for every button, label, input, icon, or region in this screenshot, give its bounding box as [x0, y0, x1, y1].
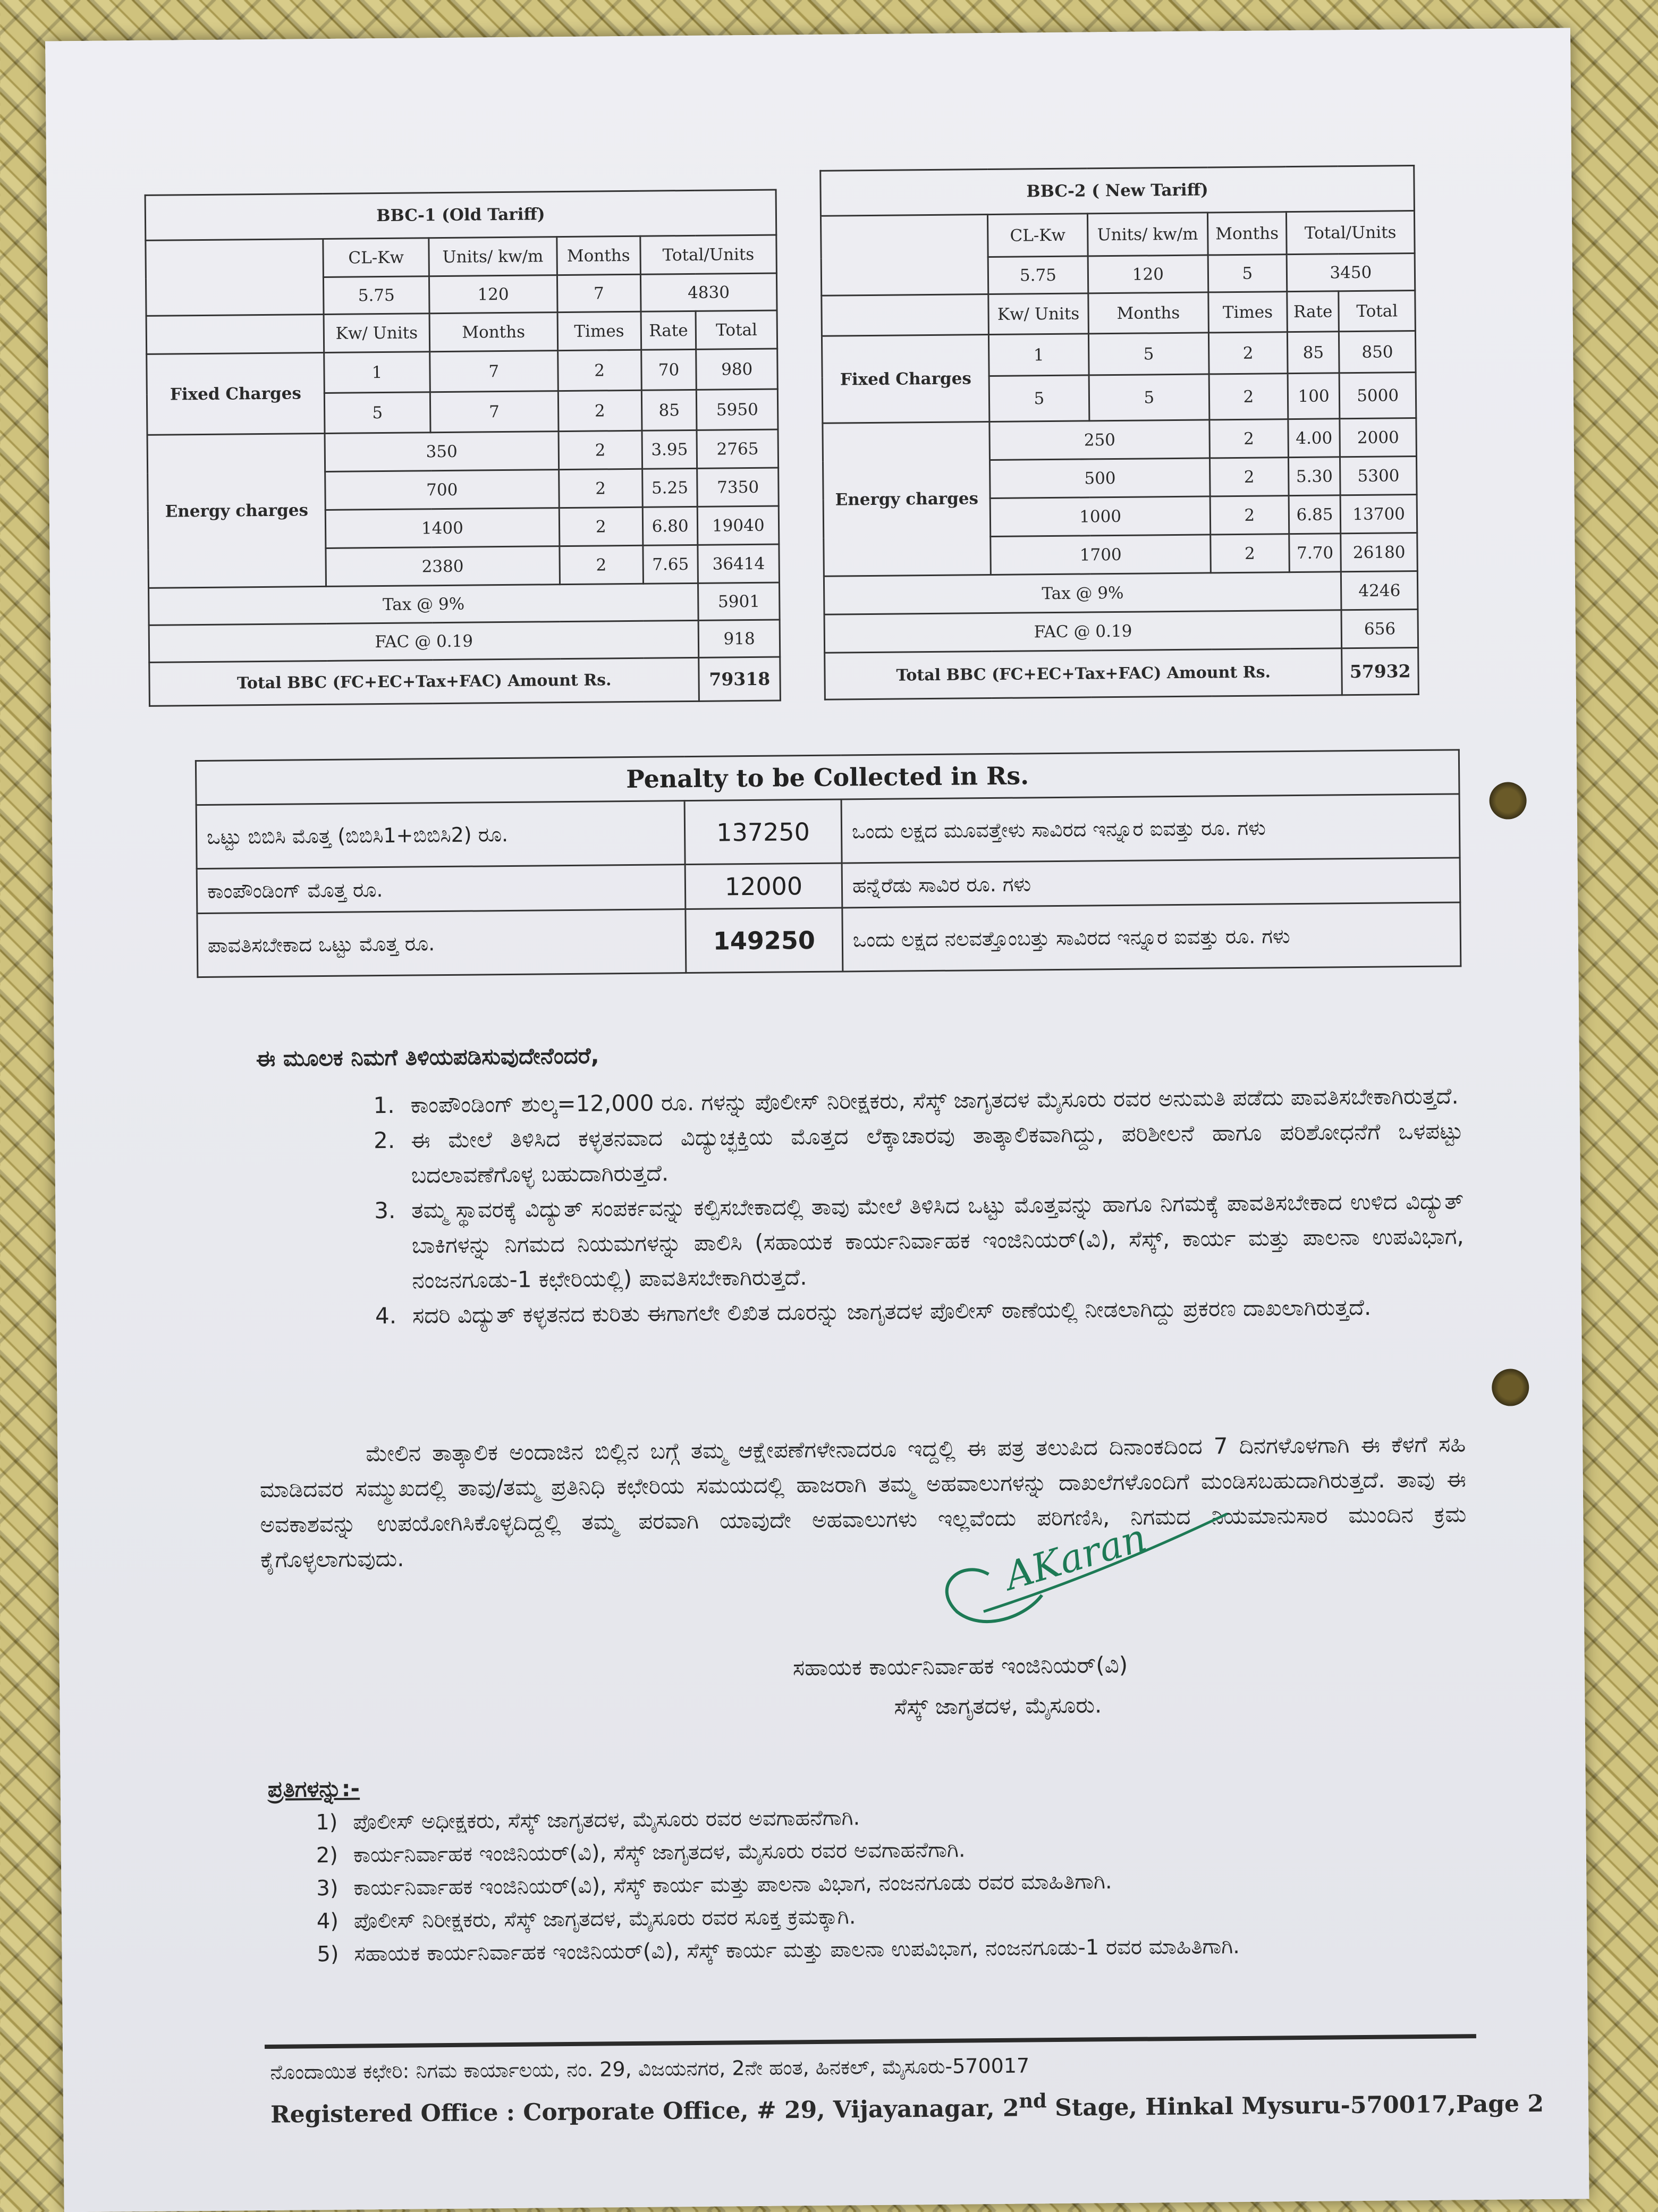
table-cell: 5 [1208, 255, 1287, 292]
table-cell: 350 [325, 432, 559, 472]
table-cell: 2 [1209, 458, 1288, 496]
table-cell: 2 [558, 390, 642, 431]
table-cell: 3450 [1287, 254, 1415, 292]
bbc2-table [819, 165, 1419, 700]
bbc2-title: BBC-2 ( New Tariff) [820, 166, 1415, 216]
table-cell: 2 [1210, 496, 1289, 535]
list-item: 2) ಕಾರ್ಯನಿರ್ವಾಹಕ ಇಂಜಿನಿಯರ್(ವಿ), ಸೆಸ್ಕ್ ಜಾಗೃತದಳ, ಮೈಸೂರು ರವರ ಅವಗಾಹನೆಗಾಗಿ. [316, 1837, 966, 1868]
list-item: 1. ಕಾಂಪೌಂಡಿಂಗ್ ಶುಲ್ಕ=12,000 ರೂ. ಗಳನ್ನು ಪೊಲೀಸ್ ನಿರೀಕ್ಷಕರು, ಸೆಸ್ಕ್ ಜಾಗೃತದಳ ಮೈಸೂರು ರವರ ಅನುಮತಿ ಪಡೆದು ಪಾವತಿಸಬೇಕಾಗಿರುತ್ತದೆ. [373, 1083, 1459, 1119]
table-cell: 120 [1088, 255, 1208, 293]
footer-english: Registered Office : Corporate Office, # 29, Vijayanagar, 2nd Stage, Hinkal Mysuru-570017,Page 2 [270, 2089, 1544, 2129]
table-cell: 7.70 [1289, 534, 1341, 572]
table-cell: 120 [429, 275, 557, 314]
list-item: 2. ಈ ಮೇಲೆ ತಿಳಿಸಿದ ಕಳ್ಳತನವಾದ ವಿದ್ಯುಚ್ಛಕ್ತಿಯ ಮೊತ್ತದ ಲೆಕ್ಕಾಚಾರವು ತಾತ್ಕಾಲಿಕವಾಗಿದ್ದು, ಪರಿಶೀಲನೆ ಹಾಗೂ ಪರಿಶೋಧನೆಗೆ ಒಳಪಟ್ಟು ಬದಲಾವಣೆಗೊಳ್ಳ ಬಹುದಾಗಿರುತ್ತದೆ. [373, 1118, 1464, 1188]
table-cell: 250 [989, 420, 1209, 460]
column-header: Months [556, 236, 640, 275]
table-cell: 5.30 [1288, 457, 1340, 496]
table-cell: 1000 [990, 496, 1210, 537]
table-cell: 850 [1339, 331, 1416, 373]
penalty-row-label: ಕಾಂಪೌಂಡಿಂಗ್ ಮೊತ್ತ ರೂ. [197, 865, 686, 914]
fac-label: FAC @ 0.19 [824, 610, 1342, 653]
column-header: CL-Kw [323, 238, 429, 277]
table-cell: 2 [557, 350, 641, 391]
column-header: Kw/ Units [988, 293, 1088, 335]
signature-text: AKaran [1000, 1515, 1152, 1599]
table-cell: 500 [990, 458, 1210, 499]
column-header: Total/Units [1286, 211, 1415, 255]
list-item: 1) ಪೊಲೀಸ್ ಅಧೀಕ್ಷಕರು, ಸೆಸ್ಕ್ ಜಾಗೃತದಳ, ಮೈಸೂರು ರವರ ಅವಗಾಹನೆಗಾಗಿ. [316, 1805, 860, 1835]
penalty-row-words: ಒಂದು ಲಕ್ಷದ ನಲವತ್ತೊಂಬತ್ತು ಸಾವಿರದ ಇನ್ನೂರ ಐವತ್ತು ರೂ. ಗಳು [842, 902, 1461, 972]
column-header: Times [1208, 292, 1287, 333]
penalty-row-amount: 137250 [684, 799, 842, 865]
table-cell: 7 [430, 391, 558, 433]
energy-charges-label: Energy charges [823, 422, 991, 577]
table-cell: 2 [1209, 419, 1288, 458]
table-cell: 5.75 [988, 256, 1088, 294]
fixed-charges-label: Fixed Charges [147, 352, 325, 435]
tax-label: Tax @ 9% [824, 572, 1341, 614]
table-cell: 4.00 [1288, 419, 1340, 458]
table-cell: 700 [325, 470, 559, 510]
table-cell: 3.95 [642, 430, 697, 469]
fac-value: 656 [1341, 610, 1418, 648]
footer-rule [265, 2034, 1476, 2049]
bbc1-table [145, 189, 781, 707]
table-cell: 5.25 [642, 468, 697, 507]
column-header: CL-Kw [988, 214, 1088, 257]
list-item: 3. ತಮ್ಮ ಸ್ಥಾವರಕ್ಕೆ ವಿದ್ಯುತ್ ಸಂಪರ್ಕವನ್ನು ಕಲ್ಪಿಸಬೇಕಾದಲ್ಲಿ ತಾವು ಮೇಲೆ ತಿಳಿಸಿದ ಒಟ್ಟು ಮೊತ್ತವನ್ನು ಹಾಗೂ ನಿಗಮಕ್ಕೆ ಪಾವತಿಸಬೇಕಾದ ಉಳಿದ ವಿದ್ಯುತ್ ಬಾಕಿಗಳನ್ನು ನಿಗಮದ ನಿಯಮಗಳನ್ನು ಪಾಲಿಸಿ (ಸಹಾಯಕ ಕಾರ್ಯನಿರ್ವಾಹಕ ಇಂಜಿನಿಯರ್(ವಿ), ಸೆಸ್ಕ್, ಕಾರ್ಯ ಮತ್ತು ಪಾಲನಾ ಉಪವಿಭಾಗ, ನಂಜನಗೂಡು-1 ಕಛೇರಿಯಲ್ಲಿ) ಪಾವತಿಸಬೇಕಾಗಿರುತ್ತದೆ. [374, 1188, 1464, 1294]
signatory-office: ಸೆಸ್ಕ್ ಜಾಗೃತದಳ, ಮೈಸೂರು. [894, 1692, 1102, 1720]
table-cell: 1400 [325, 508, 559, 548]
tax-value: 4246 [1341, 571, 1418, 610]
signatory-designation: ಸಹಾಯಕ ಕಾರ್ಯನಿರ್ವಾಹಕ ಇಂಜಿನಿಯರ್(ವಿ) [792, 1651, 1128, 1681]
table-cell: 2000 [1340, 418, 1416, 457]
table-cell: 5.75 [324, 276, 430, 315]
list-item: 5) ಸಹಾಯಕ ಕಾರ್ಯನಿರ್ವಾಹಕ ಇಂಜಿನಿಯರ್(ವಿ), ಸೆಸ್ಕ್ ಕಾರ್ಯ ಮತ್ತು ಪಾಲನಾ ಉಪವಿಭಾಗ, ನಂಜನಗೂಡು-1 ರವರ ಮಾಹಿತಿಗಾಗಿ. [317, 1934, 1240, 1967]
table-cell: 1700 [991, 535, 1211, 575]
list-item: 4. ಸದರಿ ವಿದ್ಯುತ್ ಕಳ್ಳತನದ ಕುರಿತು ಈಗಾಗಲೇ ಲಿಖಿತ ದೂರನ್ನು ಜಾಗೃತದಳ ಪೊಲೀಸ್ ಠಾಣೆಯಲ್ಲಿ ನೀಡಲಾಗಿದ್ದು ಪ್ರಕರಣ ದಾಖಲಾಗಿರುತ್ತದೆ. [375, 1294, 1372, 1329]
notice-paragraph: ಮೇಲಿನ ತಾತ್ಕಾಲಿಕ ಅಂದಾಜಿನ ಬಿಲ್ಲಿನ ಬಗ್ಗೆ ತಮ್ಮ ಆಕ್ಷೇಪಣೆಗಳೇನಾದರೂ ಇದ್ದಲ್ಲಿ ಈ ಪತ್ರ ತಲುಪಿದ ದಿನಾಂಕದಿಂದ 7 ದಿನಗಳೊಳಗಾಗಿ ಈ ಕೆಳಗೆ ಸಹಿ ಮಾಡಿದವರ ಸಮ್ಮುಖದಲ್ಲಿ ತಾವು/ತಮ್ಮ ಪ್ರತಿನಿಧಿ ಕಛೇರಿಯ ಸಮಯದಲ್ಲಿ ಹಾಜರಾಗಿ ತಮ್ಮ ಅಹವಾಲುಗಳನ್ನು ದಾಖಲೆಗಳೊಂದಿಗೆ ಮಂಡಿಸಬಹುದಾಗಿರುತ್ತದೆ. ತಾವು ಈ ಅವಕಾಶವನ್ನು ಉಪಯೋಗಿಸಿಕೊಳ್ಳದಿದ್ದಲ್ಲಿ ತಮ್ಮ ಪರವಾಗಿ ಯಾವುದೇ ಅಹವಾಲುಗಳು ಇಲ್ಲವೆಂದು ಪರಿಗಣಿಸಿ, ನಿಗಮದ ನಿಯಮಾನುಸಾರ ಮುಂದಿನ ಕ್ರಮ ಕೈಗೊಳ್ಳಲಾಗುವುದು. [259, 1431, 1467, 1573]
table-cell: 13700 [1341, 495, 1417, 534]
column-header: Kw/ Units [324, 314, 430, 353]
table-cell: 19040 [698, 506, 779, 545]
signature-scrawl [908, 1508, 1255, 1650]
tax-label: Tax @ 9% [149, 583, 699, 625]
table-cell: 7.65 [643, 545, 698, 584]
table-cell: 2 [560, 545, 644, 584]
table-cell: 4830 [640, 273, 777, 311]
table-cell: 2380 [326, 546, 560, 587]
list-item: 3) ಕಾರ್ಯನಿರ್ವಾಹಕ ಇಂಜಿನಿಯರ್(ವಿ), ಸೆಸ್ಕ್ ಕಾರ್ಯ ಮತ್ತು ಪಾಲನಾ ವಿಭಾಗ, ನಂಜನಗೂಡು ರವರ ಮಾಹಿತಿಗಾಗಿ. [316, 1869, 1112, 1901]
column-header: Months [1207, 212, 1286, 255]
table-cell: 26180 [1341, 533, 1417, 572]
column-header: Months [429, 313, 557, 352]
bbc1-title: BBC-1 (Old Tariff) [145, 190, 776, 240]
column-header: Units/ kw/m [1087, 213, 1208, 256]
table-cell: 1 [324, 352, 430, 393]
column-header: Total/Units [640, 235, 776, 274]
document-page [45, 28, 1589, 2212]
fac-value: 918 [699, 620, 780, 657]
column-header: Times [557, 311, 641, 350]
table-cell: 2 [1208, 332, 1287, 374]
penalty-row-words: ಒಂದು ಲಕ್ಷದ ಮೂವತ್ತೇಳು ಸಾವಿರದ ಇನ್ನೂರ ಐವತ್ತು ರೂ. ಗಳು [841, 794, 1460, 863]
penalty-row-amount: 149250 [686, 908, 843, 973]
energy-charges-label: Energy charges [147, 433, 326, 588]
table-cell: 5950 [697, 389, 778, 430]
tax-value: 5901 [698, 582, 780, 620]
penalty-table [195, 749, 1461, 978]
penalty-row-amount: 12000 [685, 863, 842, 909]
table-cell: 7 [430, 351, 558, 392]
table-cell: 6.85 [1289, 495, 1341, 534]
column-header: Units/ kw/m [429, 237, 557, 276]
table-cell: 5 [989, 375, 1089, 422]
table-cell: 2 [559, 469, 642, 508]
table-cell: 5 [1089, 374, 1209, 421]
column-header: Rate [641, 311, 696, 350]
table-cell: 70 [641, 349, 696, 390]
table-cell: 85 [641, 390, 697, 430]
notice-list [352, 1078, 1465, 1333]
table-cell: 2765 [697, 429, 778, 468]
punch-hole [1489, 782, 1527, 820]
penalty-title: Penalty to be Collected in Rs. [196, 750, 1459, 805]
table-cell: 5300 [1340, 457, 1417, 495]
table-cell: 1 [989, 334, 1089, 376]
copies-list [294, 1796, 1470, 1971]
table-cell: 5000 [1340, 373, 1416, 419]
table-cell: 5 [1088, 333, 1209, 375]
table-cell: 2 [1211, 534, 1289, 573]
table-cell: 2 [1209, 374, 1288, 420]
table-cell: 2 [559, 507, 643, 546]
table-cell: 2 [559, 430, 642, 469]
footer-kannada: ನೊಂದಾಯಿತ ಕಛೇರಿ: ನಿಗಮ ಕಾರ್ಯಾಲಯ, ನಂ. 29, ವಿಜಯನಗರ, 2ನೇ ಹಂತ, ಹಿನಕಲ್, ಮೈಸೂರು-570017 [270, 2054, 1030, 2084]
table-cell: 85 [1287, 332, 1339, 374]
total-label: Total BBC (FC+EC+Tax+FAC) Amount Rs. [825, 648, 1342, 699]
column-header: Rate [1287, 291, 1339, 332]
copies-heading: ಪ್ರತಿಗಳನ್ನು:- [267, 1775, 360, 1802]
table-cell: 7350 [697, 468, 779, 506]
table-cell: 36414 [698, 544, 779, 583]
penalty-row-label: ಒಟ್ಟು ಬಿಬಿಸಿ ಮೊತ್ತ (ಬಿಬಿಸಿ1+ಬಿಬಿಸಿ2) ರೂ. [196, 801, 685, 869]
notice-heading: ಈ ಮೂಲಕ ನಿಮಗೆ ತಿಳಿಯಪಡಿಸುವುದೇನೆಂದರೆ, [256, 1042, 599, 1072]
column-header: Total [1339, 291, 1415, 332]
total-value: 79318 [699, 657, 780, 701]
table-cell: 100 [1288, 373, 1340, 419]
column-header: Months [1088, 292, 1208, 334]
table-cell: 980 [696, 349, 777, 390]
punch-hole [1492, 1369, 1529, 1406]
fac-label: FAC @ 0.19 [149, 620, 699, 662]
table-cell: 7 [557, 274, 641, 312]
penalty-row-words: ಹನ್ನೆರೆಡು ಸಾವಿರ ರೂ. ಗಳು [842, 858, 1460, 908]
column-header: Total [696, 310, 777, 349]
total-value: 57932 [1342, 648, 1418, 695]
total-label: Total BBC (FC+EC+Tax+FAC) Amount Rs. [149, 657, 699, 706]
penalty-row-label: ಪಾವತಿಸಬೇಕಾದ ಒಟ್ಟು ಮೊತ್ತ ರೂ. [197, 909, 686, 977]
list-item: 4) ಪೊಲೀಸ್ ನಿರೀಕ್ಷಕರು, ಸೆಸ್ಕ್ ಜಾಗೃತದಳ, ಮೈಸೂರು ರವರ ಸೂಕ್ತ ಕ್ರಮಕ್ಕಾಗಿ. [316, 1904, 856, 1934]
fixed-charges-label: Fixed Charges [822, 335, 989, 424]
table-cell: 6.80 [642, 506, 698, 545]
table-cell: 5 [324, 392, 430, 434]
